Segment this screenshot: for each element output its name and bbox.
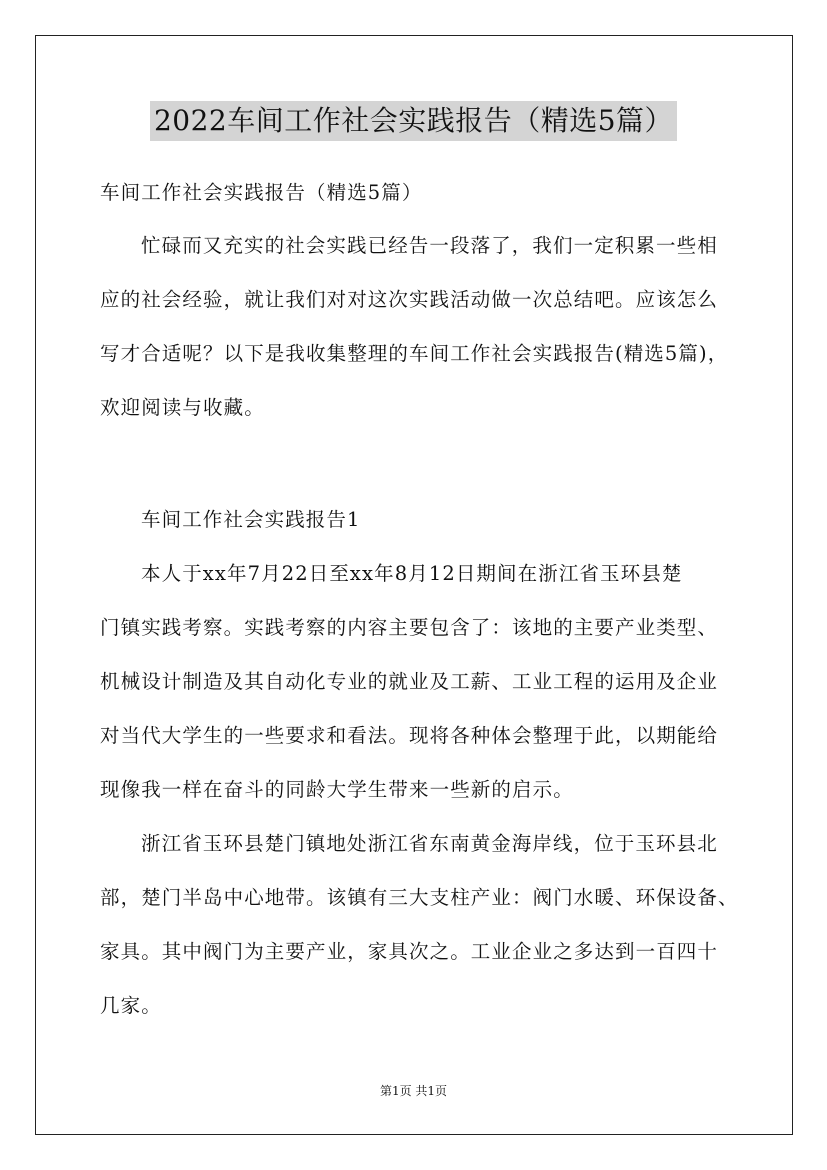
paragraph-line: 几家。 — [100, 994, 162, 1017]
intro-line: 忙碌而又充实的社会实践已经告一段落了，我们一定积累一些相 — [141, 234, 718, 257]
paragraph-line: 现像我一样在奋斗的同龄大学生带来一些新的启示。 — [100, 778, 574, 801]
document-title: 2022车间工作社会实践报告（精选5篇） — [150, 101, 677, 141]
paragraph-line: 本人于xx年7月22日至xx年8月12日期间在浙江省玉环县楚 — [141, 562, 683, 585]
page-number-footer: 第1页 共1页 — [379, 1084, 448, 1098]
paragraph-line: 部，楚门半岛中心地带。该镇有三大支柱产业：阀门水暖、环保设备、 — [100, 886, 739, 909]
intro-line: 欢迎阅读与收藏。 — [100, 396, 265, 419]
intro-line: 写才合适呢？以下是我收集整理的车间工作社会实践报告(精选5篇)， — [100, 342, 729, 365]
paragraph-line: 对当代大学生的一些要求和看法。现将各种体会整理于此，以期能给 — [100, 724, 719, 747]
paragraph-line: 门镇实践考察。实践考察的内容主要包含了：该地的主要产业类型、 — [100, 616, 719, 639]
paragraph-line: 浙江省玉环县楚门镇地处浙江省东南黄金海岸线，位于玉环县北 — [141, 832, 718, 855]
paragraph-line: 机械设计制造及其自动化专业的就业及工薪、工业工程的运用及企业 — [100, 670, 719, 693]
intro-line: 应的社会经验，就让我们对对这次实践活动做一次总结吧。应该怎么 — [100, 288, 719, 311]
document-subtitle: 车间工作社会实践报告（精选5篇） — [100, 181, 423, 204]
title-container — [0, 101, 827, 141]
section-heading: 车间工作社会实践报告1 — [141, 508, 361, 531]
paragraph-line: 家具。其中阀门为主要产业，家具次之。工业企业之多达到一百四十 — [100, 940, 719, 963]
